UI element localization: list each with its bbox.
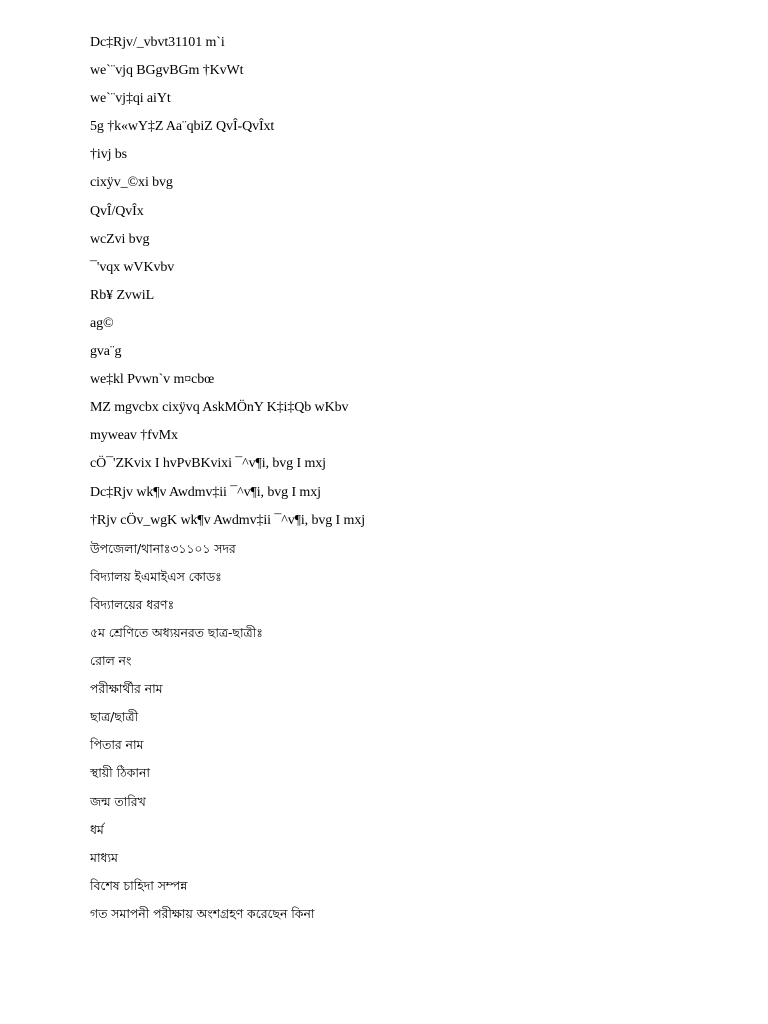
bangla-line-father-name: পিতার নাম [90, 737, 144, 753]
legacy-line-class5-students: 5g †k«wY‡Z Aa¨qbiZ QvÎ-QvÎxt [90, 119, 275, 135]
legacy-line-birth-date: Rb¥ ZvwiL [90, 287, 155, 303]
bangla-line-medium: মাধ্যম [90, 849, 118, 865]
legacy-line-medium: gva¨g [90, 344, 122, 360]
bangla-line-school-emis-code: বিদ্যালয় ইএমাইএস কোডঃ [90, 568, 222, 584]
bangla-line-permanent-address: স্থায়ী ঠিকানা [90, 765, 150, 781]
legacy-line-permanent-address: ¯'vqx wVKvbv [90, 259, 175, 275]
bangla-line-student-gender: ছাত্র/ছাত্রী [90, 709, 139, 725]
legacy-line-father-name: wcZvi bvg [90, 231, 150, 247]
legacy-line-school-emis-code: we`¨vjq BGgvBGm †KvWt [90, 63, 244, 79]
bangla-line-special-needs: বিশেষ চাহিদা সম্পন্ন [90, 877, 188, 893]
legacy-line-religion: ag© [90, 315, 114, 331]
legacy-line-previous-exam: MZ mgvcbx cixÿvq AskMÖnY K‡i‡Qb wKbv [90, 400, 349, 416]
bangla-line-roll-no: রোল নং [90, 653, 132, 669]
field-label-list [90, 31, 365, 930]
legacy-line-roll-no: †ivj bs [90, 147, 128, 163]
legacy-line-special-needs: we‡kl Pvwn`v m¤cbœ [90, 372, 215, 388]
legacy-line-beneficiary: myweav †fvMx [90, 428, 178, 444]
bangla-line-upazila: উপজেলা/থানাঃ৩১১০১ সদর [90, 540, 236, 556]
bangla-line-examinee-name: পরীক্ষার্থীর নাম [90, 681, 163, 697]
legacy-line-upazila-officer-signature: Dc‡Rjv wk¶v Awdmv‡ii ¯^v¶i, bvg I mxj [90, 484, 321, 500]
bangla-line-school-type: বিদ্যালয়ের ধরণঃ [90, 596, 175, 612]
legacy-line-upazila: Dc‡Rjv/_vbvt31101 m`i [90, 35, 225, 50]
bangla-line-class5-students: ৫ম শ্রেণিতে অধ্যয়নরত ছাত্র-ছাত্রীঃ [90, 624, 263, 640]
legacy-line-school-type: we`¨vj‡qi aiYt [90, 91, 171, 107]
legacy-line-examinee-name: cixÿv_©xi bvg [90, 175, 173, 191]
legacy-line-preparer-signature: cÖ¯'ZKvix I hvPvBKvixi ¯^v¶i, bvg I mxj [90, 456, 326, 472]
legacy-line-student-gender: QvÎ/QvÎx [90, 203, 144, 219]
legacy-line-district-officer-signature: †Rjv cÖv_wgK wk¶v Awdmv‡ii ¯^v¶i, bvg I mxj [90, 512, 366, 528]
bangla-line-previous-exam: গত সমাপনী পরীক্ষায় অংশগ্রহণ করেছেন কিনা [90, 905, 315, 921]
bangla-line-birth-date: জন্ম তারিখ [90, 793, 146, 809]
bangla-line-religion: ধর্ম [90, 821, 104, 837]
